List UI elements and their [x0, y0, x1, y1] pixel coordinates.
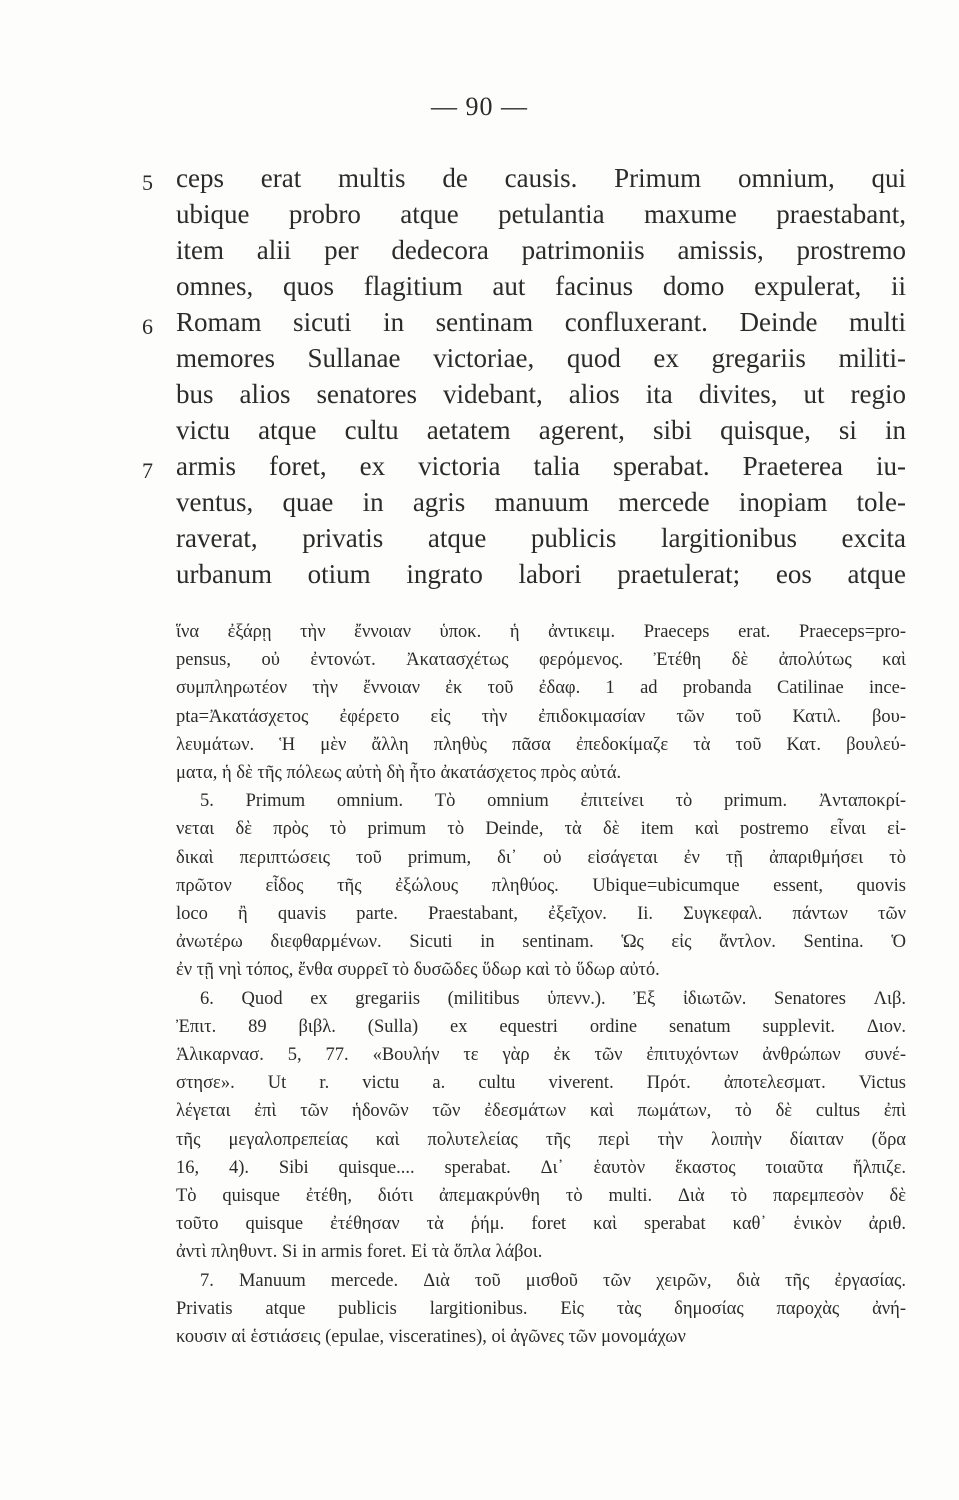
note-line: τῆς μεγαλοπρεπείας καὶ πολυτελείας τῆς περὶ τὴν λοιπὴν δίαιταν (ὅρα [176, 1130, 906, 1150]
main-text-line: raverat, privatis atque publicis largitionibus excita [176, 523, 906, 553]
note-line: 5. Primum omnium. Τὸ omnium ἐπιτείνει τὸ primum. Ἀνταποκρί- [200, 791, 906, 811]
main-text-line: omnes, quos flagitium aut facinus domo expulerat, ii [176, 271, 906, 301]
main-text-line: armis foret, ex victoria talia sperabat. Praeterea iu- [176, 451, 906, 481]
main-text-line: Romam sicuti in sentinam confluxerant. Deinde multi [176, 307, 906, 337]
main-text-line: memores Sullanae victoriae, quod ex gregariis militi- [176, 343, 906, 373]
note-line: Τὸ quisque ἐτέθη, διότι ἀπεμακρύνθη τὸ multi. Διὰ τὸ παρεμπεσὸν δὲ [176, 1186, 906, 1206]
note-line: ἐν τῇ νηὶ τόπος, ἔνθα συρρεῖ τὸ δυσῶδες ὕδωρ καὶ τὸ ὕδωρ αὐτό. [176, 960, 660, 980]
note-line: νεται δὲ πρὸς τὸ primum τὸ Deinde, τὰ δὲ item καὶ postremo εἶναι εἰ- [176, 819, 906, 839]
main-text-line: bus alios senatores videbant, alios ita divites, ut regio [176, 379, 906, 409]
line-number: 6 [142, 314, 153, 339]
note-line: πρῶτον εἶδος τῆς ἐξώλους πληθύος. Ubique=ubicumque essent, quovis [176, 876, 906, 896]
main-text-line: urbanum otium ingrato labori praetulerat; eos atque [176, 559, 906, 589]
note-line: τοῦτο quisque ἐτέθησαν τὰ ῥήμ. foret καὶ sperabat καθ᾽ ἑνικὸν ἀριθ. [176, 1214, 906, 1234]
note-line: συμπληρωτέον τὴν ἔννοιαν ἐκ τοῦ ἐδαφ. 1 ad probanda Catilinae ince- [176, 678, 906, 698]
note-line: κουσιν αἱ ἑστιάσεις (epulae, visceratines), οἱ ἀγῶνες τῶν μονομάχων [176, 1327, 686, 1347]
note-line: 6. Quod ex gregariis (militibus ὑπενν.). Ἐξ ἰδιωτῶν. Senatores Λιβ. [200, 989, 906, 1009]
main-text-line: victu atque cultu aetatem agerent, sibi quisque, si in [176, 415, 906, 445]
note-line: ματα, ἡ δὲ τῆς πόλεως αὐτὴ δὴ ἦτο ἀκατάσχετος πρὸς αὐτά. [176, 763, 622, 783]
note-line: 7. Manuum mercede. Διὰ τοῦ μισθοῦ τῶν χειρῶν, διὰ τῆς ἐργασίας. [200, 1271, 906, 1291]
line-number: 7 [142, 458, 153, 483]
main-text-line: ventus, quae in agris manuum mercede inopiam tole- [176, 487, 906, 517]
note-line: ἵνα ἐξάρῃ τὴν ἔννοιαν ὑποκ. ἡ ἀντικειμ. Praeceps erat. Praeceps=pro- [176, 622, 906, 642]
note-line: ἀνωτέρω διεφθαρμένων. Sicuti in sentinam. Ὡς εἰς ἄντλον. Sentina. Ὁ [176, 932, 906, 952]
main-text-line: ceps erat multis de causis. Primum omnium, qui [176, 163, 906, 193]
note-line: λευμάτων. Ἡ μὲν ἄλλη πληθὺς πᾶσα ἐπεδοκίμαζε τὰ τοῦ Κατ. βουλεύ- [176, 735, 906, 755]
note-line: λέγεται ἐπὶ τῶν ἡδονῶν τῶν ἐδεσμάτων καὶ πωμάτων, τὸ δὲ cultus ἐπὶ [176, 1101, 906, 1121]
main-text-line: ubique probro atque petulantia maxume praestabant, [176, 199, 906, 229]
note-line: Ἁλικαρνασ. 5, 77. «Βουλήν τε γὰρ ἐκ τῶν ἐπιτυχόντων ἀνθρώπων συνέ- [176, 1045, 906, 1065]
note-line: 16, 4). Sibi quisque.... sperabat. Δι᾽ ἑαυτὸν ἕκαστος τοιαῦτα ἤλπιζε. [176, 1158, 906, 1178]
page-number: — 90 — [431, 92, 528, 121]
note-line: Privatis atque publicis largitionibus. Εἰς τὰς δημοσίας παροχὰς ἀνή- [176, 1299, 906, 1319]
note-line: pensus, οὐ ἐντονώτ. Ἀκατασχέτως φερόμενος. Ἐτέθη δὲ ἀπολύτως καὶ [176, 650, 906, 670]
line-number: 5 [142, 170, 153, 195]
note-line: Ἐπιτ. 89 βιβλ. (Sulla) ex equestri ordine senatum supplevit. Διον. [176, 1017, 906, 1037]
note-line: στησε». Ut r. victu a. cultu viverent. Πρότ. ἀποτελεσματ. Victus [176, 1073, 906, 1093]
main-text-line: item alii per dedecora patrimoniis amissis, prostremo [176, 235, 906, 265]
note-line: loco ἢ quavis parte. Praestabant, ἐξεῖχον. Ii. Συγκεφαλ. πάντων τῶν [176, 904, 906, 924]
note-line: δικαὶ περιπτώσεις τοῦ primum, δι᾽ οὐ εἰσάγεται ἐν τῇ ἀπαριθμήσει τὸ [176, 848, 906, 868]
note-line: ἀντὶ πληθυντ. Si in armis foret. Εἰ τὰ ὅπλα λάβοι. [176, 1242, 543, 1262]
note-line: pta=Ἀκατάσχετος ἐφέρετο εἰς τὴν ἐπιδοκιμασίαν τῶν τοῦ Κατιλ. βου- [176, 707, 906, 727]
